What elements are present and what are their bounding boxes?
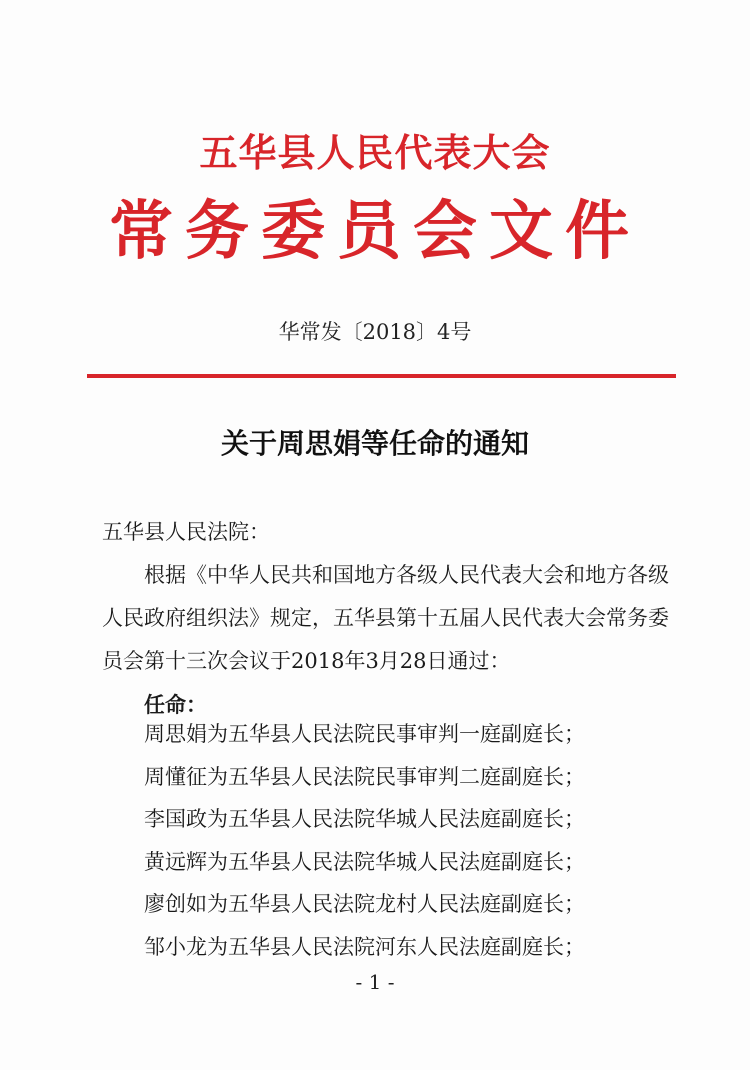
appointment-item: 邹小龙为五华县人民法院河东人民法庭副庭长；	[144, 934, 585, 959]
appointment-item: 李国政为五华县人民法院华城人民法庭副庭长；	[144, 807, 585, 831]
body-paragraph	[102, 554, 682, 683]
appointment-heading: 任命：	[144, 692, 207, 717]
appointment-item: 廖创如为五华县人民法院龙村人民法庭副庭长；	[144, 892, 585, 916]
appointment-item: 周懂征为五华县人民法院民事审判二庭副庭长；	[144, 764, 585, 789]
red-divider-line	[87, 374, 676, 378]
salutation: 五华县人民法院：	[102, 520, 270, 544]
document-number: 华常发〔2018〕4号	[278, 320, 472, 344]
page-number: - 1 -	[355, 970, 395, 994]
issuing-organization: 五华县人民代表大会	[199, 130, 551, 175]
appointment-item: 周思娟为五华县人民法院民事审判一庭副庭长；	[144, 722, 585, 746]
document-title: 关于周思娟等任命的通知	[220, 427, 529, 460]
appointment-list	[144, 713, 664, 968]
body-line: 员会第十三次会议于2018年3月28日通过：	[102, 649, 511, 673]
body-line: 人民政府组织法》规定，五华县第十五届人民代表大会常务委	[102, 606, 669, 630]
body-line: 根据《中华人民共和国地方各级人民代表大会和地方各级	[144, 563, 669, 587]
document-type-heading: 常务委员会文件	[109, 194, 641, 269]
appointment-item: 黄远辉为五华县人民法院华城人民法庭副庭长；	[144, 849, 585, 874]
